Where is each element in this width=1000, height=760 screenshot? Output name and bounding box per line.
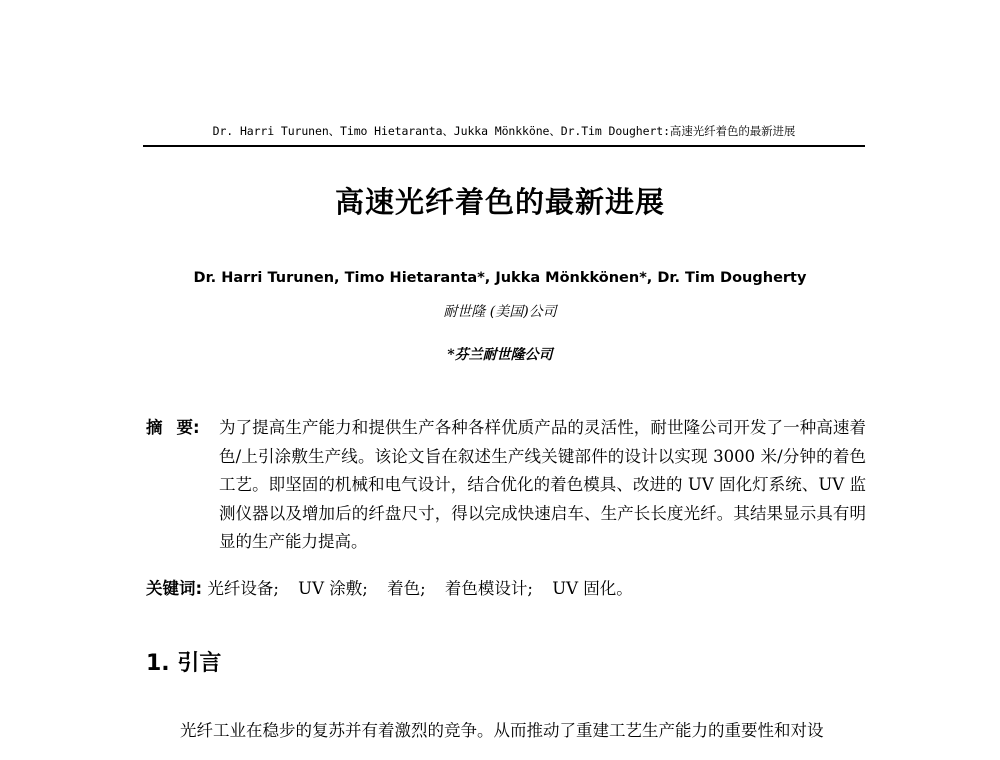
keyword-item: 着色; bbox=[387, 579, 426, 598]
keyword-item: 光纤设备; bbox=[207, 579, 279, 598]
paper-title: 高速光纤着色的最新进展 bbox=[334, 185, 665, 219]
running-header: Dr. Harri Turunen、Timo Hietaranta、Jukka Mönkköne、Dr.Tim Doughert:高速光纤着色的最新进展 bbox=[143, 121, 865, 147]
author-list: Dr. Harri Turunen, Timo Hietaranta*, Jukka Mönkkönen*, Dr. Tim Dougherty bbox=[193, 270, 807, 286]
keyword-item: UV 固化。 bbox=[552, 579, 633, 598]
keyword-item: UV 涂敷; bbox=[298, 579, 368, 598]
keywords-line bbox=[146, 575, 866, 603]
affiliation-finland: *芬兰耐世隆公司 bbox=[447, 347, 553, 363]
section-heading-introduction: 1. 引言 bbox=[146, 651, 222, 676]
introduction-paragraph: 光纤工业在稳步的复苏并有着激烈的竞争。从而推动了重建工艺生产能力的重要性和对设 bbox=[180, 721, 824, 740]
abstract-text: 为了提高生产能力和提供生产各种各样优质产品的灵活性，耐世隆公司开发了一种高速着色/上引涂敷生产线。该论文旨在叙述生产线关键部件的设计以实现 3000 米/分钟的着色工艺。即坚固的机械和电气设计，结合优化的着色模具、改进的 UV 固化灯系统、UV 监测仪器以及增加后的纤盘尺寸，得以完成快速启车、生产长长度光纤。其结果显示具有明显的生产能力提高。 bbox=[219, 418, 866, 551]
affiliation-us: 耐世隆 (美国)公司 bbox=[443, 304, 557, 320]
abstract-label-char-2: 要: bbox=[176, 418, 200, 437]
keyword-item: 着色模设计; bbox=[444, 579, 533, 598]
abstract-label bbox=[146, 414, 216, 443]
keywords-label: 关键词: bbox=[146, 579, 203, 598]
abstract-block bbox=[146, 414, 866, 557]
abstract-label-char-1: 摘 bbox=[146, 418, 177, 437]
